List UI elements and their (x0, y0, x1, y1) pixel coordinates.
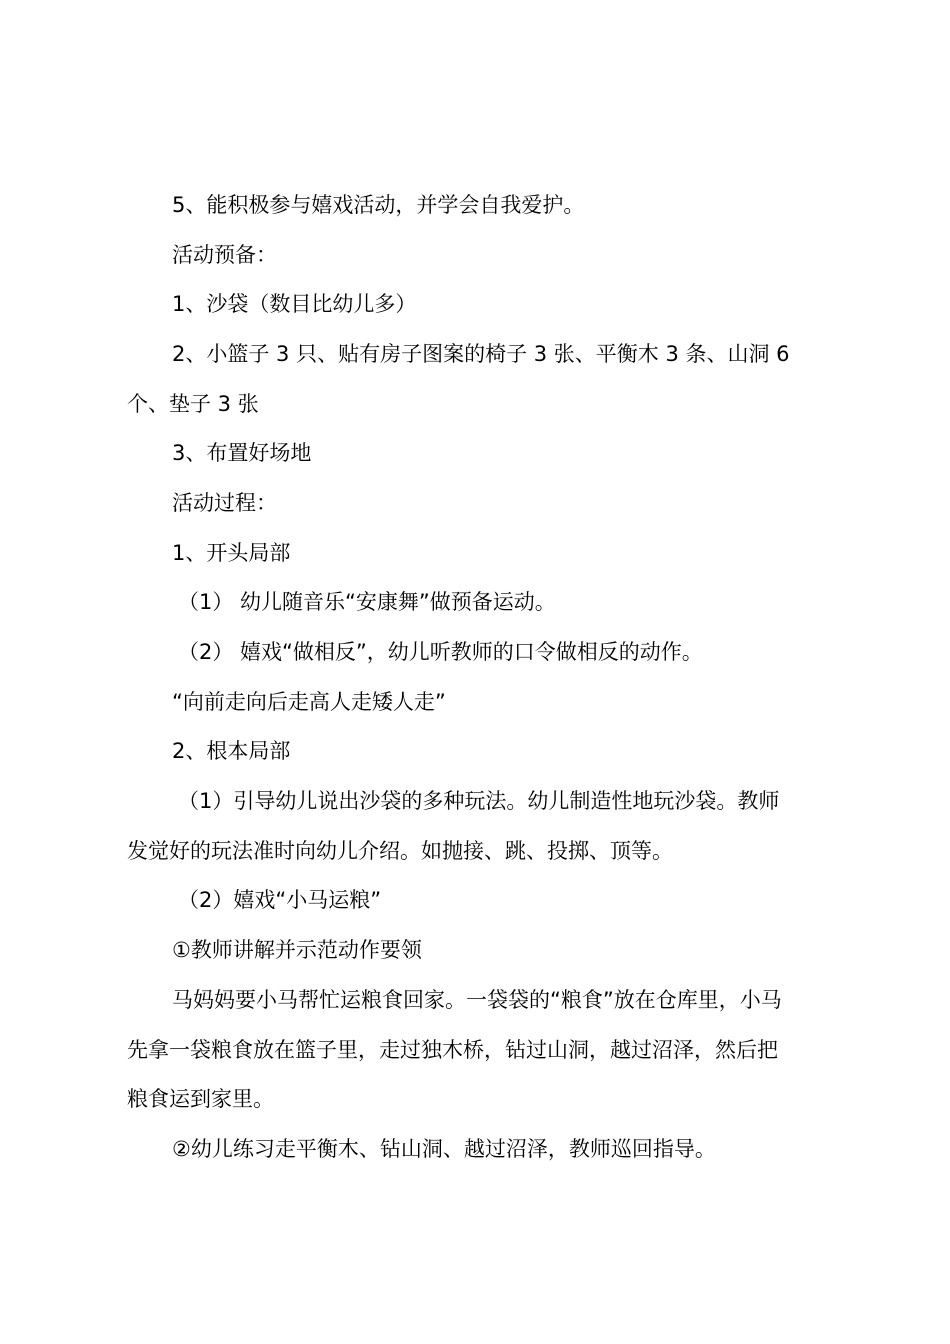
process-part-1-heading: 1、开头局部 (172, 541, 291, 565)
game-story-line-1: 马妈妈要小马帮忙运粮食回家。一袋袋的“粮食”放在仓库里，小马 (172, 988, 782, 1012)
game-demo-heading: ①教师讲解并示范动作要领 (172, 938, 422, 962)
process-part-2-heading: 2、根本局部 (172, 739, 291, 763)
process-part-2-step-1-continued: 发觉好的玩法准时向幼儿介绍。如抛接、跳、投掷、顶等。 (127, 839, 673, 863)
process-part-1-step-2: （2） 嬉戏“做相反”，幼儿听教师的口令做相反的动作。 (178, 640, 703, 664)
process-part-2-step-2: （2）嬉戏“小马运粮” (178, 888, 382, 912)
preparation-item-2-continued: 个、垫子 3 张 (127, 392, 259, 416)
game-story-line-3: 粮食运到家里。 (127, 1087, 274, 1111)
process-heading: 活动过程： (172, 491, 277, 515)
objective-5-text: 5、能积极参与嬉戏活动，并学会自我爱护。 (172, 193, 585, 217)
preparation-heading: 活动预备： (172, 243, 277, 267)
process-part-1-commands: “向前走向后走高人走矮人走” (172, 690, 446, 714)
game-practice-text: ②幼儿练习走平衡木、钻山洞、越过沼泽，教师巡回指导。 (172, 1137, 716, 1161)
preparation-item-1: 1、沙袋（数目比幼儿多） (172, 292, 417, 316)
process-part-1-step-1: （1） 幼儿随音乐“安康舞”做预备运动。 (178, 590, 556, 614)
preparation-item-2: 2、小篮子 3 只、贴有房子图案的椅子 3 张、平衡木 3 条、山洞 6 (172, 342, 790, 366)
game-story-line-2: 先拿一袋粮食放在篮子里，走过独木桥，钻过山洞，越过沼泽，然后把 (127, 1038, 778, 1062)
preparation-item-3: 3、布置好场地 (172, 441, 312, 465)
process-part-2-step-1: （1）引导幼儿说出沙袋的多种玩法。幼儿制造性地玩沙袋。教师 (178, 789, 780, 813)
